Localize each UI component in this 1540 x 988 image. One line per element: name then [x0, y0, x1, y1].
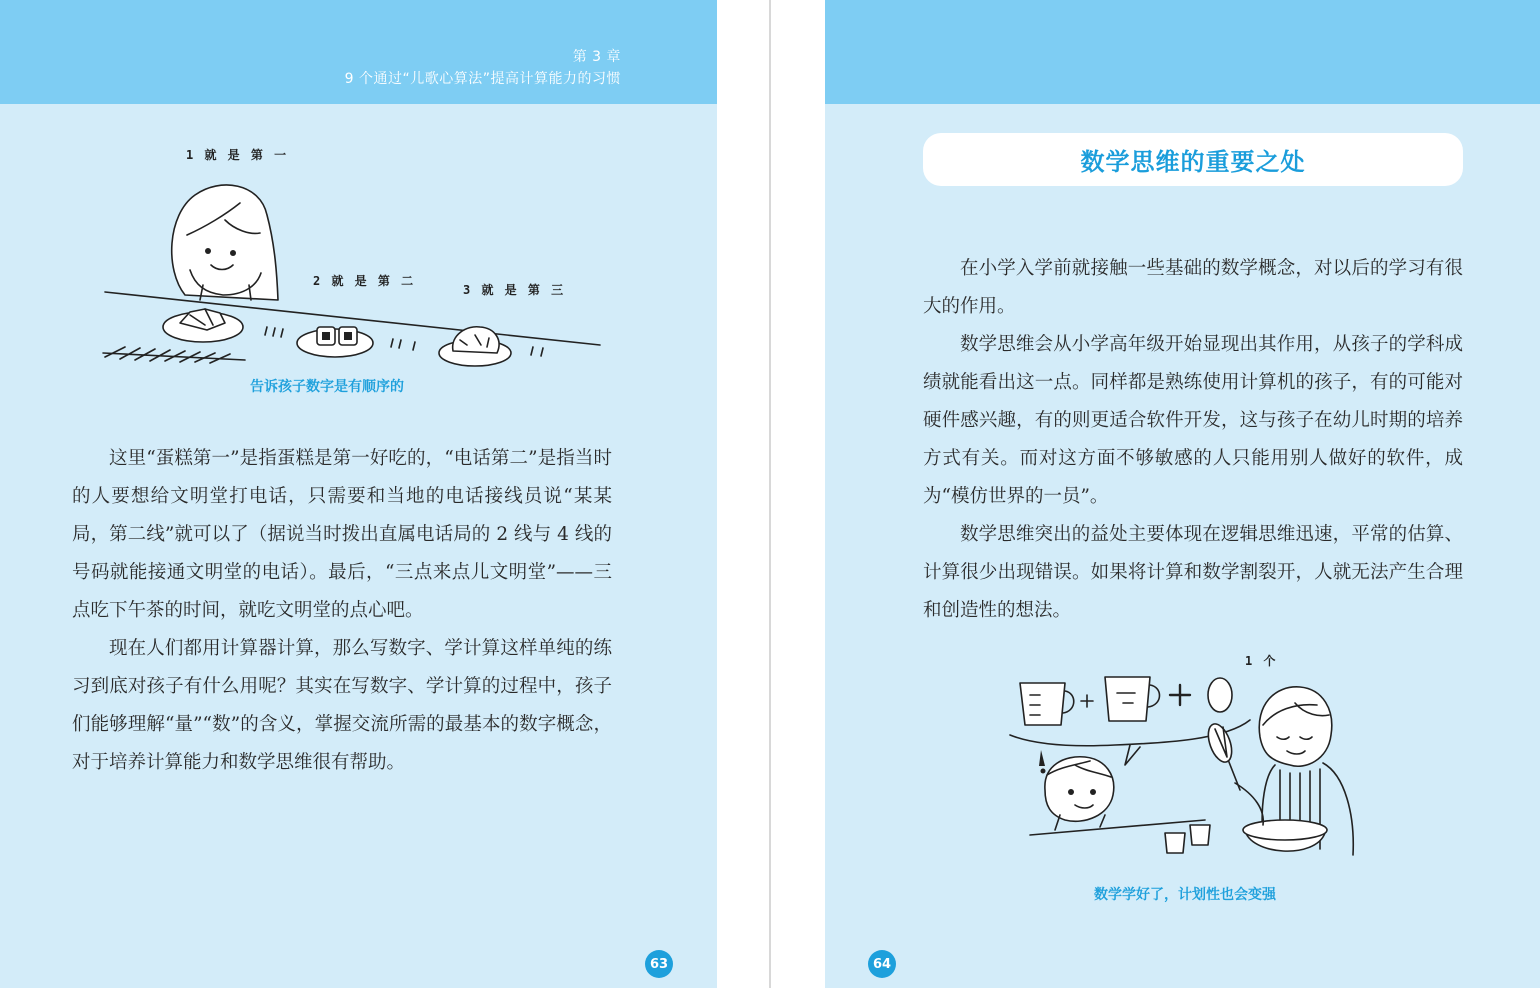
right-page [825, 0, 1540, 988]
illustration-label-second: 2 就 是 第 二 [313, 274, 416, 288]
chapter-number: 第 3 章 [572, 49, 621, 65]
egg-count-label: 1 个 [1245, 654, 1278, 668]
section-title: 数学思维的重要之处 [1080, 148, 1306, 176]
girl-with-sweets-illustration [95, 175, 615, 375]
page-gutter-divider [769, 0, 771, 988]
right-body-text [923, 250, 1463, 630]
paragraph: 在小学入学前就接触一些基础的数学概念，对以后的学习有很大的作用。 [923, 258, 1463, 317]
paragraph: 这里“蛋糕第一”是指蛋糕是第一好吃的，“电话第二”是指当时的人要想给文明堂打电话，只需要和当地的电话接线员说“某某局，第二线”就可以了（据说当时拨出直属电话局的 2 线与 4 线的号码就能接通文明堂的电话）。最后，“三点来点儿文明堂”——三点吃下午茶的时间，就吃文明堂的点心吧。 [72, 448, 612, 621]
illustration-label-first: 1 就 是 第 一 [186, 148, 289, 162]
running-header [345, 46, 621, 90]
illustration-caption: 告诉孩子数字是有顺序的 [250, 379, 404, 395]
section-title-box [923, 133, 1463, 186]
left-page [0, 0, 717, 988]
chapter-title: 9 个通过“儿歌心算法”提高计算能力的习惯 [344, 71, 621, 87]
paragraph: 数学思维突出的益处主要体现在逻辑思维迅速，平常的估算、计算很少出现错误。如果将计算和数学割裂开，人就无法产生合理和创造性的想法。 [923, 524, 1463, 621]
paragraph: 数学思维会从小学高年级开始显现出其作用，从孩子的学科成绩就能看出这一点。同样都是熟练使用计算机的孩子，有的可能对硬件感兴趣，有的则更适合软件开发，这与孩子在幼儿时期的培养方式有关。而对这方面不够敏感的人只能用别人做好的软件，成为“模仿世界的一员”。 [923, 334, 1463, 507]
page-number: 63 [645, 950, 673, 978]
header-band [825, 0, 1540, 104]
page-number: 64 [868, 950, 896, 978]
illustration-caption: 数学学好了，计划性也会变强 [1094, 887, 1276, 903]
left-body-text [72, 440, 612, 782]
baking-illustration [1005, 665, 1385, 865]
paragraph: 现在人们都用计算器计算，那么写数字、学计算这样单纯的练习到底对孩子有什么用呢？其实在写数字、学计算的过程中，孩子们能够理解“量”“数”的含义，掌握交流所需的最基本的数字概念，对于培养计算能力和数学思维很有帮助。 [72, 638, 612, 773]
illustration-label-third: 3 就 是 第 三 [463, 283, 566, 297]
